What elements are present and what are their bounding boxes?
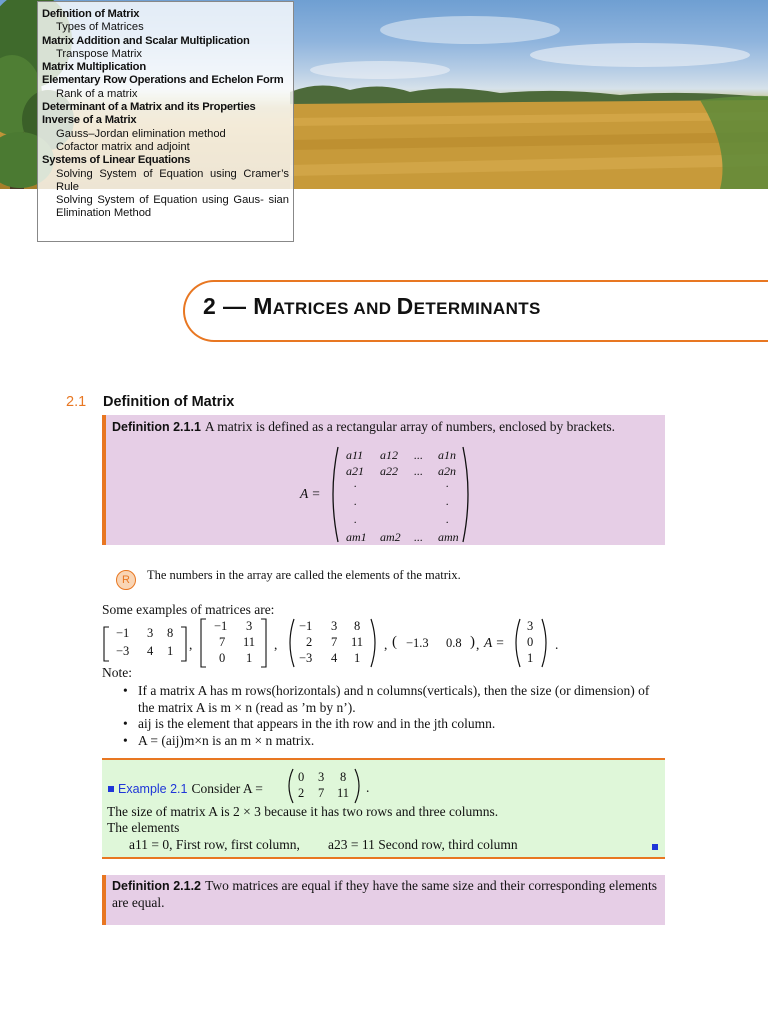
chapter-title [203, 293, 541, 320]
matrix-entry: . [446, 494, 449, 508]
note-item: • If a matrix A has m rows(horizontals) and n columns(verticals), then the size (or dimension) of the matrix A is m × n (read as ’m by n’). [121, 683, 669, 716]
example-column-vector [527, 619, 541, 669]
note-item: • aij is the element that appears in the ith row and in the jth column. [121, 716, 669, 733]
matrix-entry: 7 [219, 635, 226, 649]
matrix-entry: 1 [354, 651, 361, 665]
comma: , [189, 637, 193, 652]
definition-box [102, 415, 665, 545]
example-size-text: The size of matrix A is 2 × 3 because it has two rows and three columns. [107, 804, 499, 819]
period: . [366, 780, 370, 795]
matrix-entry: . [354, 512, 357, 526]
matrix-entry: . [446, 476, 449, 490]
toc-entry[interactable]: Rank of a matrix [56, 87, 138, 100]
matrix-entry: 7 [331, 635, 338, 649]
matrix-entry: 1 [527, 651, 534, 665]
definition-heading [112, 418, 615, 436]
example-box [102, 758, 665, 859]
toc-entry[interactable]: Types of Matrices [56, 21, 144, 34]
matrix-right-paren [370, 618, 380, 668]
matrix-entry: . [354, 476, 357, 490]
matrix-entry: 1 [246, 651, 253, 665]
section-number: 2.1 [66, 394, 87, 410]
toc-entry[interactable]: Solving System of Equation using Cramer’s Rule [56, 167, 289, 193]
matrix-entry: . [446, 512, 449, 526]
generic-matrix [346, 448, 466, 543]
comma: , [384, 637, 388, 652]
matrix-entry: 0 [298, 770, 305, 784]
example-intro: Consider A = [191, 781, 263, 796]
toc-entry[interactable]: Elementary Row Operations and Echelon Form [42, 74, 284, 87]
matrix-entry: −1 [299, 619, 313, 633]
example-element-a23: a23 = 11 Second row, third column [328, 837, 518, 852]
matrix-entry: 8 [340, 770, 347, 784]
toc-entry[interactable]: Matrix Multiplication [42, 61, 146, 74]
note-item: • A = (aij)m×n is an m × n matrix. [121, 733, 669, 750]
matrix-left-paren [284, 768, 294, 804]
matrix-entry: 4 [331, 651, 338, 665]
section-title: Definition of Matrix [103, 394, 235, 410]
example-matrix [298, 770, 354, 804]
examples-intro: Some examples of matrices are: [102, 602, 275, 617]
matrix-entry: 4 [147, 644, 154, 658]
matrix-left-bracket [102, 626, 110, 662]
end-of-example-marker [652, 844, 658, 850]
matrix-entry: am2 [380, 530, 401, 544]
matrix-entry: 0 [219, 651, 226, 665]
example-elements-label: The elements [107, 820, 180, 835]
example-square-icon [108, 786, 114, 792]
matrix-left-paren [326, 446, 340, 543]
toc-entry[interactable]: Determinant of a Matrix and its Properties [42, 101, 256, 114]
toc-entry[interactable]: Inverse of a Matrix [42, 114, 137, 127]
matrix-right-bracket [180, 626, 188, 662]
example-matrix-2x3 [116, 626, 182, 662]
definition-text: A matrix is defined as a rectangular array of numbers, enclosed by brackets. [204, 419, 616, 434]
definition-label: Definition 2.1.1 [112, 420, 201, 434]
matrix-entry: ... [414, 448, 423, 462]
matrix-entry: a22 [380, 464, 398, 478]
matrix-entry: 3 [246, 619, 253, 633]
matrix-entry: am1 [346, 530, 367, 544]
toc-entry[interactable]: Cofactor matrix and adjoint [56, 140, 190, 153]
matrix-entry: 11 [337, 786, 350, 800]
matrix-entry: 0.8 [446, 636, 462, 650]
chapter-title-smallcaps: ATRICES AND [272, 299, 397, 318]
example-matrix-3x2 [214, 619, 262, 669]
example-matrix-3x3 [299, 619, 369, 669]
chapter-number: 2 [203, 293, 217, 319]
example-heading [108, 780, 263, 798]
matrix-entry: −1 [214, 619, 228, 633]
remark-icon: R [116, 570, 136, 590]
toc-entry[interactable]: Transpose Matrix [56, 47, 143, 60]
matrix-entry: 7 [318, 786, 325, 800]
toc-entry[interactable]: Gauss–Jordan elimination method [56, 127, 226, 140]
period: . [555, 637, 559, 652]
note-label: Note: [102, 665, 132, 680]
chapter-title-smallcaps: ETERMINANTS [413, 299, 541, 318]
matrix-entry: a12 [380, 448, 398, 462]
matrix-entry: amn [438, 530, 459, 544]
matrix-right-paren [354, 768, 364, 804]
matrix-entry: 8 [354, 619, 361, 633]
matrix-entry: ... [414, 530, 423, 544]
column-vector-lhs: A = [484, 635, 505, 650]
matrix-entry: −1.3 [406, 636, 429, 650]
chapter-title-cap: D [396, 293, 414, 319]
matrix-left-paren [511, 618, 521, 668]
definition-label: Definition 2.1.2 [112, 879, 201, 893]
comma: , [274, 637, 278, 652]
matrix-entry: a2n [438, 464, 456, 478]
matrix-entry: . [354, 494, 357, 508]
matrix-entry: −1 [116, 626, 130, 640]
matrix-entry: 11 [243, 635, 256, 649]
matrix-entry: 0 [527, 635, 534, 649]
matrix-entry: a11 [346, 448, 364, 462]
matrix-entry: 3 [318, 770, 325, 784]
toc-entry[interactable]: Definition of Matrix [42, 8, 140, 20]
matrix-right-paren [541, 618, 551, 668]
remark-text: The numbers in the array are called the elements of the matrix. [147, 568, 461, 582]
toc-entry[interactable]: Matrix Addition and Scalar Multiplication [42, 34, 250, 47]
row-vector-right-paren: ) [470, 634, 475, 650]
matrix-entry: 1 [167, 644, 174, 658]
row-vector-left-paren: ( [392, 634, 397, 650]
comma: , [476, 637, 480, 652]
chapter-dash: — [223, 293, 247, 319]
matrix-lhs: A = [300, 486, 321, 501]
matrix-entry: 2 [306, 635, 313, 649]
note-list [121, 683, 669, 749]
matrix-entry: a1n [438, 448, 456, 462]
definition-text: Two matrices are equal if they have the same size and their corresponding elements are equal. [112, 878, 657, 910]
matrix-right-bracket [260, 618, 268, 668]
table-of-contents [37, 1, 294, 242]
matrix-entry: 11 [351, 635, 364, 649]
matrix-entry: 8 [167, 626, 174, 640]
chapter-title-cap: M [253, 293, 273, 319]
matrix-entry: 3 [147, 626, 154, 640]
matrix-left-paren [285, 618, 295, 668]
example-label: Example 2.1 [118, 782, 188, 796]
matrix-entry: a21 [346, 464, 364, 478]
example-element-a11: a11 = 0, First row, first column, [129, 837, 300, 852]
matrix-entry: −3 [116, 644, 130, 658]
matrix-entry: 3 [331, 619, 338, 633]
toc-entry[interactable]: Systems of Linear Equations [42, 154, 191, 167]
matrix-entry: −3 [299, 651, 313, 665]
definition-box [102, 875, 665, 925]
matrix-left-bracket [199, 618, 207, 668]
matrix-entry: ... [414, 464, 423, 478]
toc-entry[interactable]: Solving System of Equation using Gaus- sian Elimination Method [56, 194, 289, 220]
matrix-entry: 2 [298, 786, 305, 800]
matrix-entry: 3 [527, 619, 534, 633]
